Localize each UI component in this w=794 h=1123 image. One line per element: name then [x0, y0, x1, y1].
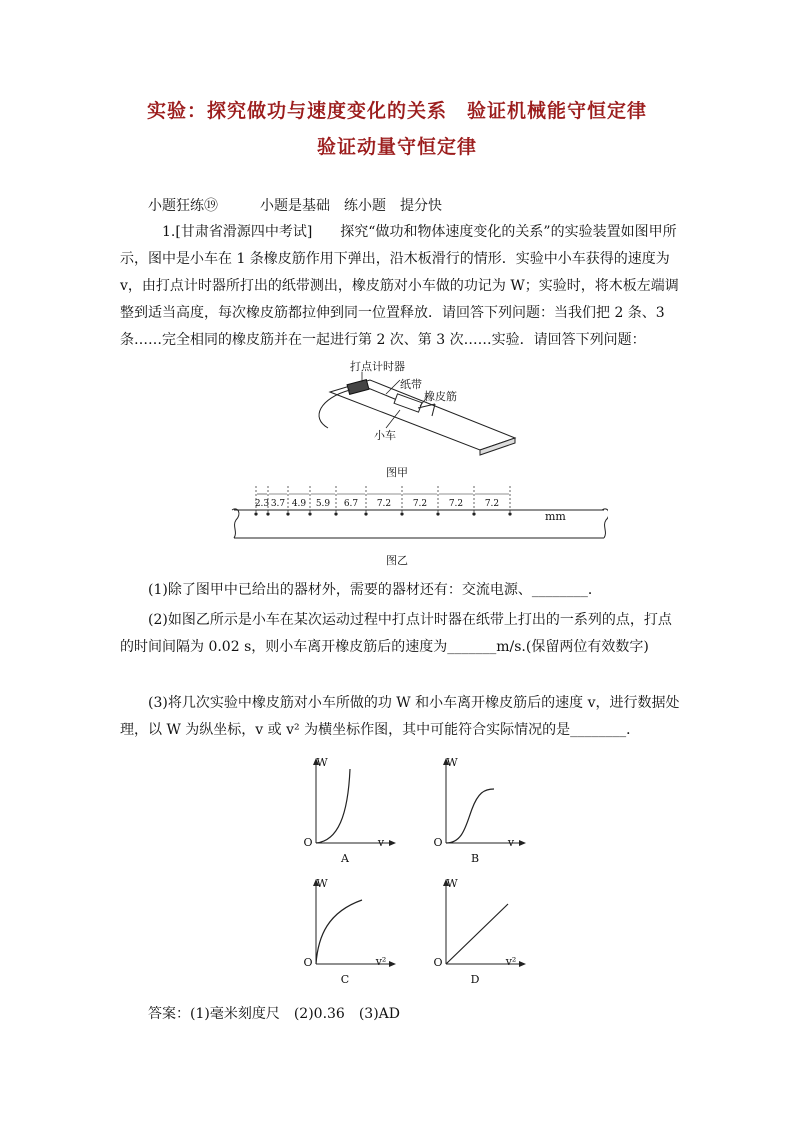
tape-segment-label: 6.7 [343, 499, 359, 509]
tape-segment-label: 7.2 [412, 499, 428, 509]
graph-a-ylabel: W [316, 756, 328, 769]
tape-dot [254, 512, 257, 515]
graph-a-xlabel: v [377, 836, 385, 849]
question-line-5: 条……完全相同的橡皮筋并在一起进行第 2 次、第 3 次……实验．请回答下列问题： [120, 332, 646, 348]
tape-dot [436, 512, 439, 515]
tape-dot [364, 512, 367, 515]
graph-c-label: C [340, 973, 350, 986]
figure-yi-caption: 图乙 [386, 554, 408, 567]
tape-dot [508, 512, 511, 515]
page-title-line2: 验证动量守恒定律 [316, 136, 477, 158]
label-timer: 打点计时器 [350, 360, 405, 373]
graph-d-label: D [470, 973, 480, 986]
graph-a-origin: O [303, 836, 313, 849]
tape-segment-label: 4.9 [291, 499, 307, 509]
graph-c-ylabel: W [316, 877, 328, 890]
graph-d-ylabel: W [446, 877, 458, 890]
graph-b-origin: O [433, 836, 443, 849]
graph-b-label: B [470, 852, 480, 865]
graph-b-curve [446, 789, 494, 843]
figure-jia-apparatus [300, 358, 530, 458]
graph-b-ylabel: W [446, 756, 458, 769]
tape-unit: mm [545, 510, 566, 523]
figure-jia-caption: 图甲 [386, 466, 408, 479]
graph-b-xlabel: v [507, 836, 515, 849]
section-header: 小题狂练⑲ 小题是基础 练小题 提分快 [148, 198, 442, 214]
subquestion-2-line-1: (2)如图乙所示是小车在某次运动过程中打点计时器在纸带上打出的一系列的点，打点 [148, 612, 672, 628]
graph-a-label: A [341, 852, 349, 865]
tape-segment-label: 3.7 [270, 499, 286, 509]
label-car: 小车 [374, 429, 396, 442]
subquestion-3-line-2: 理，以 W 为纵坐标，v 或 v² 为横坐标作图，其中可能符合实际情况的是________． [120, 722, 641, 738]
tape-dot [308, 512, 311, 515]
tape-dot [472, 512, 475, 515]
graph-c-xlabel: v² [375, 955, 387, 968]
graph-c-curve [316, 900, 362, 964]
subquestion-3-line-1: (3)将几次实验中橡皮筋对小车所做的功 W 和小车离开橡皮筋后的速度 v，进行数据处 [148, 695, 680, 711]
tape-dot [286, 512, 289, 515]
graph-d-origin: O [433, 956, 443, 969]
tape-segment-label: 7.2 [376, 499, 392, 509]
page-title-line1: 实验：探究做功与速度变化的关系 验证机械能守恒定律 [146, 100, 647, 122]
label-tape: 纸带 [400, 378, 422, 391]
question-line-3: v，由打点计时器所打出的纸带测出，橡皮筋对小车做的功记为 W；实验时，将木板左端调 [120, 278, 679, 294]
tape-segment-label: 7.2 [484, 499, 500, 509]
subquestion-1: (1)除了图甲中已给出的器材外，需要的器材还有：交流电源、________． [148, 582, 602, 598]
tape-dot [400, 512, 403, 515]
tape-dot [334, 512, 337, 515]
tape-segment-label: 7.2 [448, 499, 464, 509]
graph-c-origin: O [303, 956, 313, 969]
tape-segment-label: 5.9 [315, 499, 331, 509]
graph-d-xlabel: v² [505, 955, 517, 968]
graph-a-curve [316, 769, 350, 843]
label-band: 橡皮筋 [424, 390, 457, 403]
answer: 答案：(1)毫米刻度尺 (2)0.36 (3)AD [148, 1006, 400, 1022]
subquestion-2-line-2: 的时间间隔为 0.02 s，则小车离开橡皮筋后的速度为_______m/s.(保留两位有效数字) [120, 639, 649, 655]
question-line-2: 示，图中是小车在 1 条橡皮筋作用下弹出，沿木板滑行的情形．实验中小车获得的速度为 [120, 251, 670, 267]
tape-segment-label: 2.3 [254, 499, 270, 509]
question-line-4: 整到适当高度，每次橡皮筋都拉伸到同一位置释放．请回答下列问题：当我们把 2 条、3 [120, 305, 665, 321]
tape-dot [266, 512, 269, 515]
question-line-1: 1.[甘肃省滑源四中考试] 探究“做功和物体速度变化的关系”的实验装置如图甲所 [162, 224, 677, 240]
